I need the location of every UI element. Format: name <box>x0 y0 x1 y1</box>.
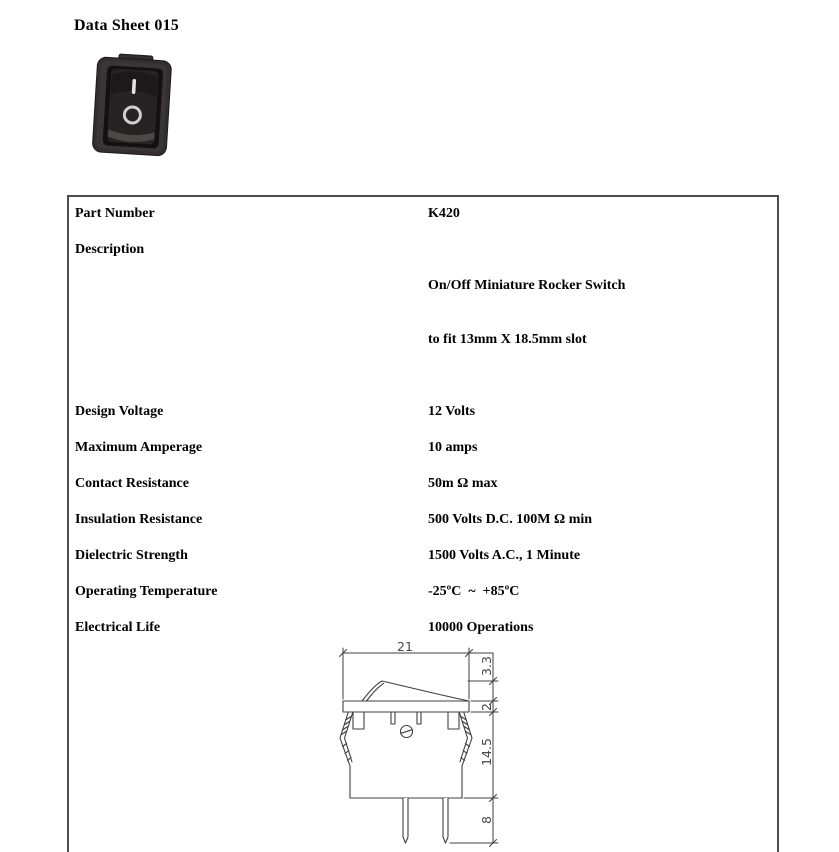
spec-value: K420 <box>428 206 460 221</box>
spec-row-insulation-resistance <box>75 511 777 529</box>
spec-row-electrical-life <box>75 619 777 637</box>
spec-label: Description <box>75 242 145 257</box>
spec-row-dielectric-strength <box>75 547 777 565</box>
dim-width-label: 21 <box>397 640 413 654</box>
side-posts <box>353 712 459 729</box>
terminal-pin-right <box>443 798 448 843</box>
spec-label: Contact Resistance <box>75 476 189 491</box>
spec-value-line: to fit 13mm X 18.5mm slot <box>428 332 587 347</box>
page-title: Data Sheet 015 <box>74 17 180 34</box>
dimension-labels <box>397 640 494 824</box>
spec-value: 500 Volts D.C. 100M Ω min <box>428 512 593 527</box>
terminal-pin-left <box>403 798 408 843</box>
spec-label: Operating Temperature <box>75 584 218 599</box>
spec-value: 10000 Operations <box>428 620 534 635</box>
spec-label: Maximum Amperage <box>75 440 203 455</box>
dim-rocker-height-label: 3.3 <box>479 656 494 676</box>
spec-value: 12 Volts <box>428 404 476 419</box>
dim-bezel-thickness-label: 2 <box>479 703 494 711</box>
spec-label: Part Number <box>75 206 155 221</box>
clip-hatch-left-upper <box>342 717 351 735</box>
technical-drawing-svg <box>330 640 510 852</box>
rocker-profile <box>362 681 469 701</box>
dim-body-height-label: 14.5 <box>479 738 494 766</box>
dimension-lines <box>340 648 499 847</box>
spec-value: 1500 Volts A.C., 1 Minute <box>428 548 581 563</box>
spec-value <box>428 241 625 385</box>
switch-outline <box>340 681 472 843</box>
bezel-outline <box>343 701 469 712</box>
technical-drawing <box>330 640 510 852</box>
screw-slot-line <box>401 730 412 734</box>
spec-label: Design Voltage <box>75 404 164 419</box>
spec-row-design-voltage <box>75 403 777 421</box>
spec-row-maximum-amperage <box>75 439 777 457</box>
spec-value: -25ºC ~ +85ºC <box>428 584 520 599</box>
dim-pin-length-label: 8 <box>479 816 494 824</box>
rocker-switch-graphic <box>89 50 177 161</box>
center-tabs <box>391 712 421 724</box>
spec-row-description <box>75 241 777 385</box>
rocker-switch-photo <box>89 50 177 161</box>
spec-label: Electrical Life <box>75 620 161 635</box>
spec-value: 10 amps <box>428 440 478 455</box>
spec-label: Insulation Resistance <box>75 512 203 527</box>
spec-value-line: On/Off Miniature Rocker Switch <box>428 278 626 293</box>
spec-row-contact-resistance <box>75 475 777 493</box>
spec-value: 50m Ω max <box>428 476 498 491</box>
spec-row-part-number <box>75 205 777 223</box>
clip-hatch-right-upper <box>461 717 470 735</box>
spec-label: Dielectric Strength <box>75 548 188 563</box>
spec-row-operating-temperature <box>75 583 777 601</box>
